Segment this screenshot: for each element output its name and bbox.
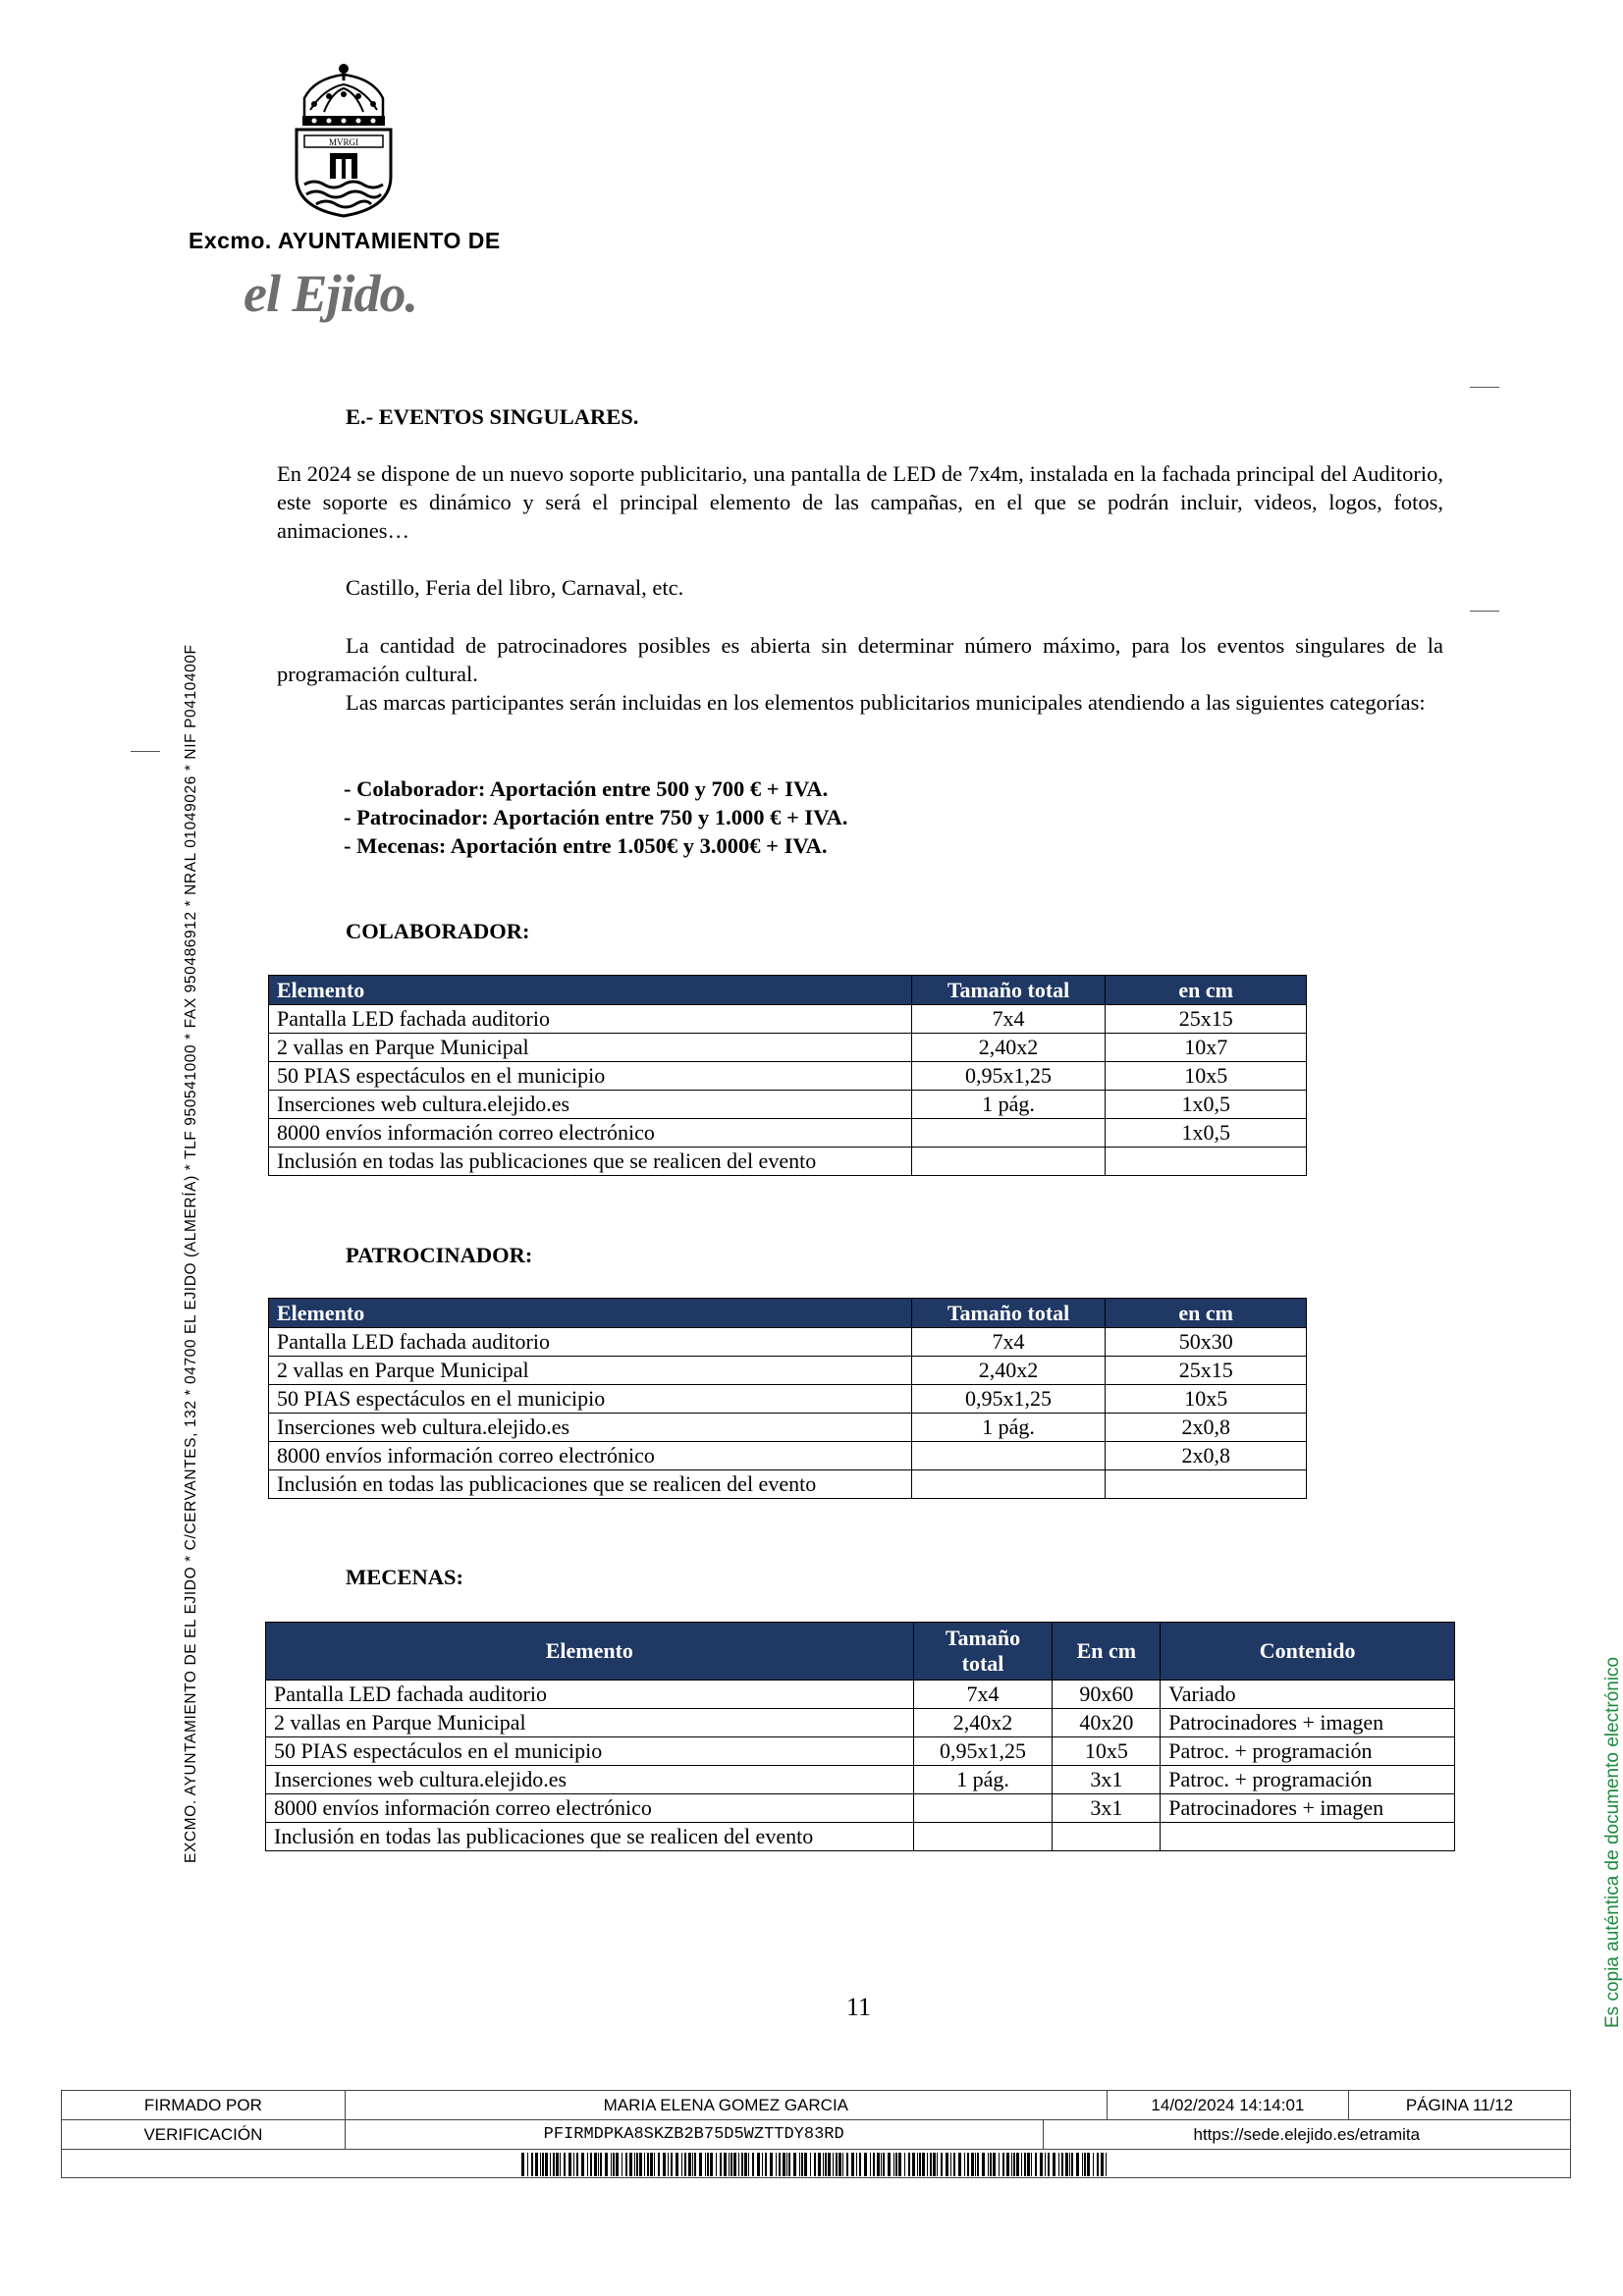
barcode-bar (748, 2153, 749, 2176)
cell-cm: 10x5 (1053, 1737, 1161, 1766)
header-en-cm: en cm (1106, 976, 1307, 1005)
cell-tamano: 1 pág. (911, 1414, 1106, 1442)
patrocinador-title: PATROCINADOR: (346, 1243, 533, 1267)
barcode-bar (908, 2153, 910, 2176)
barcode-bar (993, 2153, 996, 2176)
cell-contenido: Patroc. + programación (1161, 1766, 1455, 1794)
barcode-bar (1045, 2153, 1046, 2176)
cell-cm: 2x0,8 (1106, 1414, 1307, 1442)
barcode-bar (598, 2153, 599, 2176)
barcode-bar (1071, 2153, 1073, 2176)
barcode-bar (730, 2153, 732, 2176)
barcode-bar (1027, 2153, 1030, 2176)
barcode-bar (786, 2153, 787, 2176)
barcode-bar (999, 2153, 1000, 2176)
barcode-bar (842, 2153, 843, 2176)
header-elemento: Elemento (269, 1299, 912, 1328)
verification-url[interactable]: https://sede.elejido.es/etramita (1043, 2120, 1570, 2150)
barcode-bar (873, 2153, 875, 2176)
cell-elemento: Inclusión en todas las publicaciones que se realicen del evento (269, 1148, 912, 1176)
barcode-bar (967, 2153, 969, 2176)
cell-elemento: 8000 envíos información correo electrónico (269, 1119, 912, 1148)
barcode-bar (1101, 2153, 1104, 2176)
barcode-bar (810, 2153, 811, 2176)
cell-elemento: Inserciones web cultura.elejido.es (269, 1414, 912, 1442)
barcode-bar (654, 2153, 655, 2176)
cell-contenido: Patroc. + programación (1161, 1737, 1455, 1766)
cell-cm: 1x0,5 (1106, 1119, 1307, 1148)
barcode-cell (62, 2150, 1571, 2178)
barcode-bar (1082, 2153, 1083, 2176)
barcode-bar (1076, 2153, 1079, 2176)
verification-code: PFIRMDPKA8SKZB2B75D5WZTTDY83RD (345, 2120, 1043, 2150)
barcode-bar (1061, 2153, 1063, 2176)
verification-label: VERIFICACIÓN (62, 2120, 346, 2150)
barcode-bar (1093, 2153, 1094, 2176)
barcode-bar (720, 2153, 722, 2176)
cell-tamano: 0,95x1,25 (913, 1737, 1053, 1766)
barcode-bar (707, 2153, 709, 2176)
cell-contenido: Patrocinadores + imagen (1161, 1794, 1455, 1823)
barcode-bar (814, 2153, 816, 2176)
table-row (269, 1034, 1307, 1062)
cell-cm: 3x1 (1053, 1794, 1161, 1823)
paragraph-sponsors: La cantidad de patrocinadores posibles es abierta sin determinar número máximo, para los eventos singulares de la programación cultural. (277, 633, 1443, 686)
cell-tamano: 2,40x2 (913, 1709, 1053, 1737)
cell-contenido: Variado (1161, 1681, 1455, 1709)
category-patrocinador: - Patrocinador: Aportación entre 750 y 1.000 € + IVA. (344, 805, 848, 829)
barcode-bar (531, 2153, 533, 2176)
barcode-bar (839, 2153, 841, 2176)
header-elemento: Elemento (266, 1623, 914, 1681)
barcode-bar (613, 2153, 615, 2176)
signed-by-label: FIRMADO POR (62, 2091, 346, 2120)
barcode-bar (793, 2153, 796, 2176)
barcode-bar (676, 2153, 678, 2176)
barcode-bar (825, 2153, 827, 2176)
authentic-copy-text: Es copia auténtica de documento electrónico (1602, 1656, 1623, 2028)
cell-tamano: 1 pág. (913, 1766, 1053, 1794)
barcode-bar (647, 2153, 649, 2176)
cell-elemento: Pantalla LED fachada auditorio (269, 1328, 912, 1357)
margin-mark (1470, 387, 1499, 388)
barcode-bar (710, 2153, 713, 2176)
table-row (269, 1119, 1307, 1148)
barcode-bar (733, 2153, 736, 2176)
signed-by-name: MARIA ELENA GOMEZ GARCIA (345, 2091, 1107, 2120)
barcode-bar (658, 2153, 660, 2176)
barcode-bar (823, 2153, 824, 2176)
colaborador-title: COLABORADOR: (346, 919, 530, 943)
barcode-bar (1087, 2153, 1090, 2176)
barcode-bar (851, 2153, 854, 2176)
barcode-bar (1040, 2153, 1043, 2176)
barcode-bar (688, 2153, 691, 2176)
table-row (266, 1794, 1455, 1823)
barcode-bar (950, 2153, 951, 2176)
barcode-bar (828, 2153, 831, 2176)
category-colaborador: - Colaborador: Aportación entre 500 y 700 € + IVA. (344, 776, 829, 801)
header-tamano-total: Tamaño total (913, 1623, 1053, 1681)
cell-tamano: 0,95x1,25 (911, 1062, 1106, 1091)
barcode-bar (587, 2153, 588, 2176)
table-row (269, 1357, 1307, 1385)
barcode-bar (1006, 2153, 1009, 2176)
header-en-cm: En cm (1053, 1623, 1161, 1681)
institution-logotype: el Ejido. (243, 264, 417, 323)
barcode-bar (1024, 2153, 1026, 2176)
cell-elemento: 2 vallas en Parque Municipal (269, 1034, 912, 1062)
barcode-bar (799, 2153, 800, 2176)
barcode-bar (738, 2153, 739, 2176)
margin-mark (131, 751, 160, 752)
barcode-bar (540, 2153, 541, 2176)
barcode-bar (765, 2153, 767, 2176)
barcode-bar (990, 2153, 992, 2176)
barcode-image (521, 2153, 1110, 2176)
barcode-bar (590, 2153, 592, 2176)
barcode-bar (550, 2153, 551, 2176)
barcode-bar (964, 2153, 965, 2176)
barcode-bar (1031, 2153, 1032, 2176)
barcode-bar (527, 2153, 528, 2176)
barcode-bar (629, 2153, 632, 2176)
mecenas-title: MECENAS: (346, 1565, 464, 1589)
barcode-bar (917, 2153, 918, 2176)
cell-elemento: 50 PIAS espectáculos en el municipio (266, 1737, 914, 1766)
barcode-bar (859, 2153, 861, 2176)
barcode-bar (988, 2153, 989, 2176)
barcode-bar (818, 2153, 821, 2176)
cell-cm: 25x15 (1106, 1357, 1307, 1385)
cell-elemento: 50 PIAS espectáculos en el municipio (269, 1385, 912, 1414)
barcode-bar (752, 2153, 754, 2176)
barcode-bar (941, 2153, 943, 2176)
page-number: 11 (846, 1993, 872, 2021)
table-row (269, 1091, 1307, 1119)
barcode-bar (644, 2153, 645, 2176)
header-elemento: Elemento (269, 976, 912, 1005)
cell-elemento: Inclusión en todas las publicaciones que se realicen del evento (269, 1470, 912, 1499)
cell-tamano: 2,40x2 (911, 1034, 1106, 1062)
header-en-cm: en cm (1106, 1299, 1307, 1328)
table-row (269, 1470, 1307, 1499)
table-row (269, 1385, 1307, 1414)
cell-tamano: 7x4 (911, 1328, 1106, 1357)
barcode-bar (870, 2153, 871, 2176)
barcode-bar (946, 2153, 948, 2176)
barcode-bar (535, 2153, 538, 2176)
barcode-bar (639, 2153, 642, 2176)
barcode-bar (856, 2153, 857, 2176)
cell-cm: 1x0,5 (1106, 1091, 1307, 1119)
barcode-bar (741, 2153, 743, 2176)
barcode-bar (895, 2153, 897, 2176)
cell-elemento: Inclusión en todas las publicaciones que se realicen del evento (266, 1823, 914, 1851)
cell-elemento: 2 vallas en Parque Municipal (266, 1709, 914, 1737)
cell-tamano: 7x4 (913, 1681, 1053, 1709)
cell-cm: 10x7 (1106, 1034, 1307, 1062)
barcode-bar (1013, 2153, 1015, 2176)
cell-elemento: Inserciones web cultura.elejido.es (269, 1091, 912, 1119)
footer-row-verification (62, 2120, 1571, 2150)
table-row (266, 1681, 1455, 1709)
cell-tamano (911, 1148, 1106, 1176)
barcode-bar (681, 2153, 682, 2176)
barcode-bar (1106, 2153, 1107, 2176)
cell-tamano: 2,40x2 (911, 1357, 1106, 1385)
barcode-bar (671, 2153, 673, 2176)
barcode-bar (982, 2153, 985, 2176)
barcode-bar (779, 2153, 781, 2176)
barcode-bar (594, 2153, 597, 2176)
section-heading: E.- EVENTOS SINGULARES. (346, 404, 639, 429)
barcode-bar (933, 2153, 936, 2176)
barcode-bar (898, 2153, 901, 2176)
barcode-bar (663, 2153, 666, 2176)
table-row (269, 1005, 1307, 1034)
barcode-bar (953, 2153, 955, 2176)
cell-cm: 40x20 (1053, 1709, 1161, 1737)
barcode-bar (625, 2153, 627, 2176)
barcode-bar (757, 2153, 760, 2176)
barcode-bar (1097, 2153, 1099, 2176)
table-row (269, 1328, 1307, 1357)
cell-tamano: 7x4 (911, 1005, 1106, 1034)
cell-cm (1106, 1148, 1307, 1176)
table-header-row (266, 1623, 1455, 1681)
cell-elemento: 2 vallas en Parque Municipal (269, 1357, 912, 1385)
cell-cm: 3x1 (1053, 1766, 1161, 1794)
cell-elemento: 50 PIAS espectáculos en el municipio (269, 1062, 912, 1091)
barcode-bar (636, 2153, 638, 2176)
barcode-bar (1065, 2153, 1068, 2176)
barcode-bar (729, 2153, 730, 2176)
table-header-row (269, 976, 1307, 1005)
paragraph-led-screen: En 2024 se dispone de un nuevo soporte publicitario, una pantalla de LED de 7x4m, instalada en la fachada principal del Auditorio, este soporte es dinámico y será el principal elemento de las campañas, en el que se podrán incluir, videos, logos, fotos, animaciones… (277, 461, 1443, 543)
barcode-bar (833, 2153, 834, 2176)
margin-mark (1470, 611, 1499, 612)
footer-row-barcode (62, 2150, 1571, 2178)
barcode-bar (581, 2153, 584, 2176)
barcode-bar (634, 2153, 635, 2176)
barcode-bar (804, 2153, 807, 2176)
barcode-bar (705, 2153, 706, 2176)
barcode-bar (1058, 2153, 1059, 2176)
cell-tamano (913, 1794, 1053, 1823)
cell-cm: 90x60 (1053, 1681, 1161, 1709)
institution-name: Excmo. AYUNTAMIENTO DE (189, 228, 501, 253)
barcode-bar (776, 2153, 777, 2176)
barcode-bar (542, 2153, 544, 2176)
barcode-bar (877, 2153, 880, 2176)
cell-cm (1106, 1470, 1307, 1499)
barcode-bar (1021, 2153, 1022, 2176)
barcode-bar (694, 2153, 696, 2176)
barcode-bar (699, 2153, 702, 2176)
signature-date: 14/02/2024 14:14:01 (1107, 2091, 1348, 2120)
barcode-bar (1002, 2153, 1004, 2176)
header-tamano-total: Tamaño total (911, 1299, 1106, 1328)
barcode-bar (611, 2153, 612, 2176)
barcode-bar (883, 2153, 885, 2176)
barcode-bar (600, 2153, 602, 2176)
paragraph-categories: Las marcas participantes serán incluidas en los elementos publicitarios municipales atendiendo a las siguientes categorías: (346, 690, 1426, 715)
barcode-bar (1016, 2153, 1019, 2176)
table-row (269, 1442, 1307, 1470)
barcode-bar (1035, 2153, 1037, 2176)
barcode-bar (846, 2153, 848, 2176)
footer-row-signed (62, 2091, 1571, 2120)
cell-tamano (911, 1442, 1106, 1470)
cell-elemento: 8000 envíos información correo electrónico (266, 1794, 914, 1823)
barcode-bar (1048, 2153, 1050, 2176)
barcode-bar (605, 2153, 608, 2176)
barcode-bar (553, 2153, 555, 2176)
header-contenido: Contenido (1161, 1623, 1455, 1681)
barcode-bar (783, 2153, 785, 2176)
colaborador-table (268, 975, 1307, 1176)
cell-elemento: Pantalla LED fachada auditorio (266, 1681, 914, 1709)
barcode-bar (881, 2153, 882, 2176)
barcode-bar (893, 2153, 894, 2176)
signature-footer (61, 2090, 1571, 2178)
barcode-bar (560, 2153, 561, 2176)
barcode-bar (762, 2153, 763, 2176)
table-row (266, 1737, 1455, 1766)
barcode-bar (573, 2153, 574, 2176)
cell-elemento: Inserciones web cultura.elejido.es (266, 1766, 914, 1794)
barcode-bar (1053, 2153, 1055, 2176)
cell-cm (1053, 1823, 1161, 1851)
cell-tamano (911, 1119, 1106, 1148)
cell-cm: 10x5 (1106, 1385, 1307, 1414)
barcode-bar (801, 2153, 803, 2176)
barcode-bar (919, 2153, 921, 2176)
barcode-bar (912, 2153, 915, 2176)
barcode-bar (836, 2153, 838, 2176)
barcode-bar (1069, 2153, 1070, 2176)
page-indicator: PÁGINA 11/12 (1348, 2091, 1570, 2120)
paragraph-events: Castillo, Feria del libro, Carnaval, etc. (346, 575, 684, 600)
cell-elemento: Pantalla LED fachada auditorio (269, 1005, 912, 1034)
cell-cm: 10x5 (1106, 1062, 1307, 1091)
barcode-bar (788, 2153, 790, 2176)
barcode-bar (1011, 2153, 1012, 2176)
mecenas-table (265, 1622, 1455, 1851)
table-row (266, 1766, 1455, 1794)
barcode-bar (888, 2153, 891, 2176)
cell-tamano (913, 1823, 1053, 1851)
barcode-bar (564, 2153, 566, 2176)
table-header-row (269, 1299, 1307, 1328)
barcode-bar (684, 2153, 686, 2176)
barcode-bar (545, 2153, 548, 2176)
barcode-bar (692, 2153, 693, 2176)
barcode-bar (568, 2153, 571, 2176)
barcode-bar (971, 2153, 974, 2176)
barcode-bar (668, 2153, 669, 2176)
barcode-bar (930, 2153, 932, 2176)
cell-elemento: 8000 envíos información correo electrónico (269, 1442, 912, 1470)
barcode-bar (744, 2153, 747, 2176)
category-mecenas: - Mecenas: Aportación entre 1.050€ y 3.000€ + IVA. (344, 833, 828, 858)
cell-tamano: 0,95x1,25 (911, 1385, 1106, 1414)
barcode-bar (937, 2153, 938, 2176)
barcode-bar (576, 2153, 578, 2176)
barcode-bar (716, 2153, 717, 2176)
table-row (269, 1414, 1307, 1442)
barcode-bar (977, 2153, 979, 2176)
cell-cm: 25x15 (1106, 1005, 1307, 1034)
barcode-bar (922, 2153, 925, 2176)
table-row (269, 1148, 1307, 1176)
barcode-bar (650, 2153, 653, 2176)
cell-contenido: Patrocinadores + imagen (1161, 1709, 1455, 1737)
header-tamano-total: Tamaño total (911, 976, 1106, 1005)
side-address-text: EXCMO. AYUNTAMIENTO DE EL EJIDO * C/CERVANTES, 132 * 04700 EL EJIDO (ALMERÍA) * TLF 950541000 * FAX 950486912 * NRAL 01049026 * NIF P0410400F (183, 644, 199, 1863)
cell-contenido (1161, 1823, 1455, 1851)
barcode-bar (975, 2153, 976, 2176)
cell-cm: 50x30 (1106, 1328, 1307, 1357)
barcode-bar (616, 2153, 619, 2176)
cell-tamano (911, 1470, 1106, 1499)
patrocinador-table (268, 1298, 1307, 1499)
table-row (269, 1062, 1307, 1091)
barcode-bar (556, 2153, 559, 2176)
logo-banner-text: MVRGI (328, 137, 359, 147)
cell-cm: 2x0,8 (1106, 1442, 1307, 1470)
barcode-bar (904, 2153, 905, 2176)
cell-tamano: 1 pág. (911, 1091, 1106, 1119)
table-row (266, 1823, 1455, 1851)
barcode-bar (958, 2153, 961, 2176)
barcode-bar (770, 2153, 773, 2176)
table-row (266, 1709, 1455, 1737)
barcode-bar (927, 2153, 928, 2176)
barcode-bar (724, 2153, 727, 2176)
barcode-bar (521, 2153, 524, 2176)
coat-of-arms-logo (285, 61, 403, 218)
barcode-bar (1084, 2153, 1086, 2176)
barcode-bar (864, 2153, 867, 2176)
